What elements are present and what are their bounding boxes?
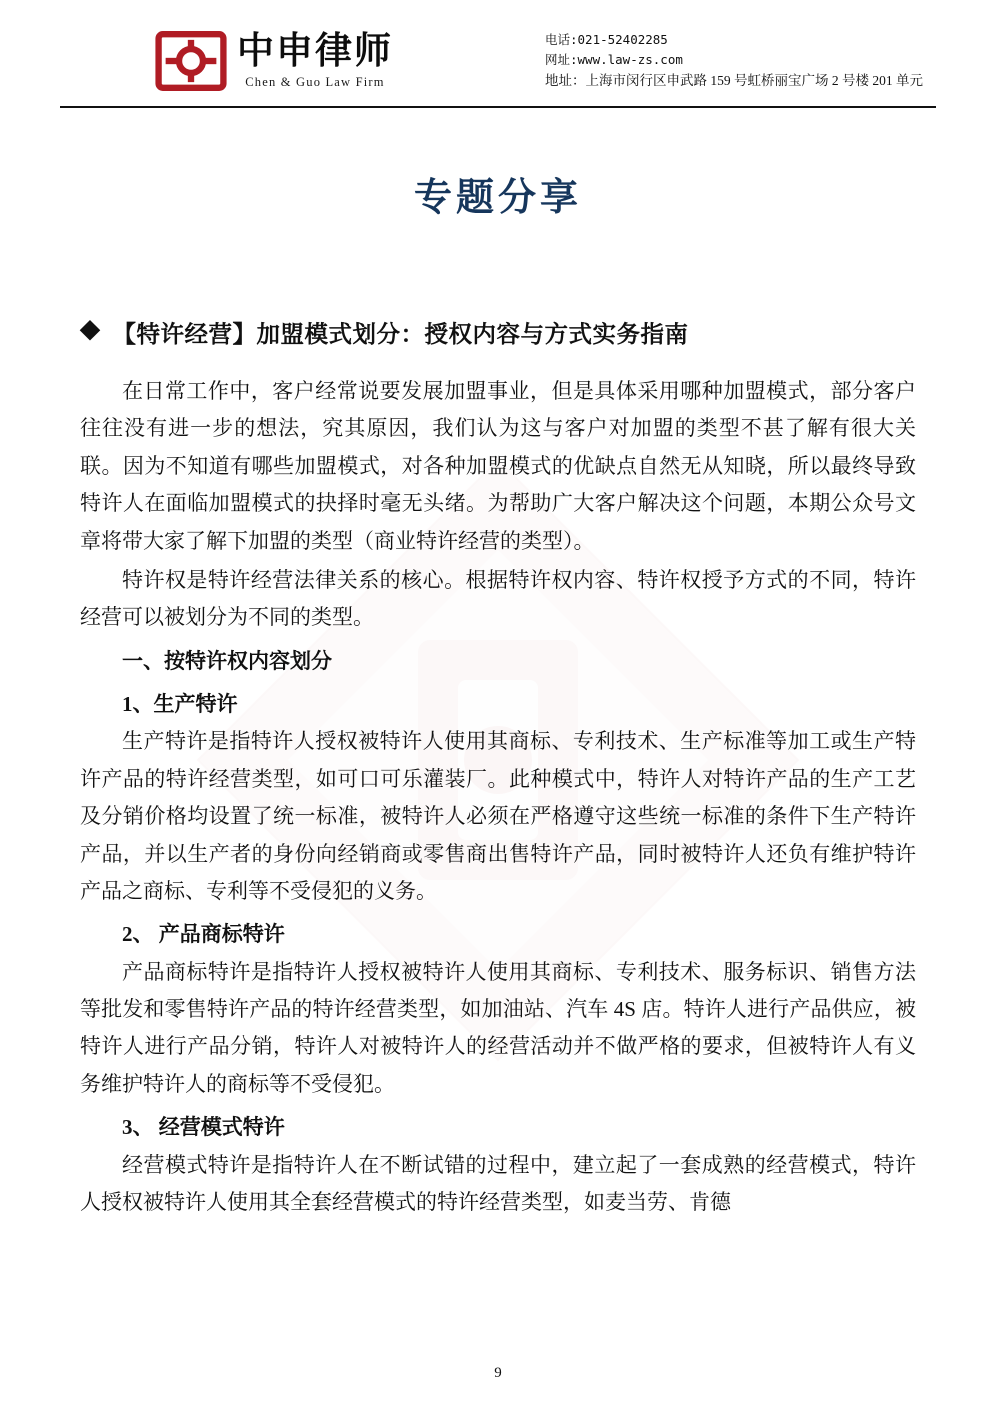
firm-name-en: Chen & Guo Law Firm (245, 75, 385, 90)
contact-phone: 电话:021-52402285 (545, 31, 668, 47)
firm-name-cn: 中申律师 (237, 31, 393, 73)
chen-guo-seal-logo-icon (155, 30, 227, 92)
section-heading (80, 315, 936, 349)
heading-production-franchise: 1、生产特许 (122, 692, 238, 716)
diamond-bullet-icon: ◆ (80, 321, 101, 343)
paragraph-production-franchise: 生产特许是指特许人授权被特许人使用其商标、专利技术、生产标准等加工或生产特许产品的特许经营类型，如可口可乐灌装厂。此种模式中，特许人对特许产品的生产工艺及分销价格均设置了统一标准，被特许人必须在严格遵守这些统一标准的条件下生产特许产品，并以生产者的身份向经销商或零售商出售特许产品，同时被特许人还负有维护特许产品之商标、专利等不受侵犯的义务。 (80, 729, 916, 903)
paragraph-business-model-franchise: 经营模式特许是指特许人在不断试错的过程中，建立起了一套成熟的经营模式，特许人授权被特许人使用其全套经营模式的特许经营类型，如麦当劳、肯德 (80, 1152, 916, 1214)
contact-address: 地址：上海市闵行区申武路 159 号虹桥丽宝广场 2 号楼 201 单元 (545, 73, 923, 89)
letterhead-header (60, 0, 936, 92)
page-title: 专题分享 (413, 177, 582, 219)
contact-block (545, 30, 923, 92)
heading-product-trademark-franchise: 2、 产品商标特许 (122, 922, 285, 947)
heading-business-model-franchise: 3、 经营模式特许 (122, 1115, 285, 1140)
contact-website: 网址:www.law-zs.com (545, 52, 683, 68)
paragraph-intro: 在日常工作中，客户经常说要发展加盟事业，但是具体采用哪种加盟模式，部分客户往往没有进一步的想法，究其原因，我们认为这与客户对加盟的类型不甚了解有很大关联。因为不知道有哪些加盟模式，对各种加盟模式的优缺点自然无从知晓，所以最终导致特许人在面临加盟模式的抉择时毫无头绪。为帮助广大客户解决这个问题，本期公众号文章将带大家了解下加盟的类型（商业特许经营的类型）。 (80, 379, 916, 553)
heading-by-franchise-content: 一、按特许权内容划分 (122, 648, 332, 673)
page-number: 9 (494, 1365, 502, 1381)
section-heading-text: 【特许经营】加盟模式划分：授权内容与方式实务指南 (112, 321, 689, 347)
paragraph-franchise-core: 特许权是特许经营法律关系的核心。根据特许权内容、特许权授予方式的不同，特许经营可以被划分为不同的类型。 (80, 567, 916, 630)
article-body (80, 373, 916, 1221)
firm-logo (155, 30, 485, 92)
header-divider (60, 106, 936, 108)
firm-name (237, 33, 393, 89)
paragraph-product-trademark-franchise: 产品商标特许是指特许人授权被特许人使用其商标、专利技术、服务标识、销售方法等批发和零售特许产品的特许经营类型，如加油站、汽车 4S 店。特许人进行产品供应，被特许人进行产品分销，特许人对被特许人的经营活动并不做严格的要求，但被特许人有义务维护特许人的商标等不受侵犯。 (80, 959, 916, 1096)
